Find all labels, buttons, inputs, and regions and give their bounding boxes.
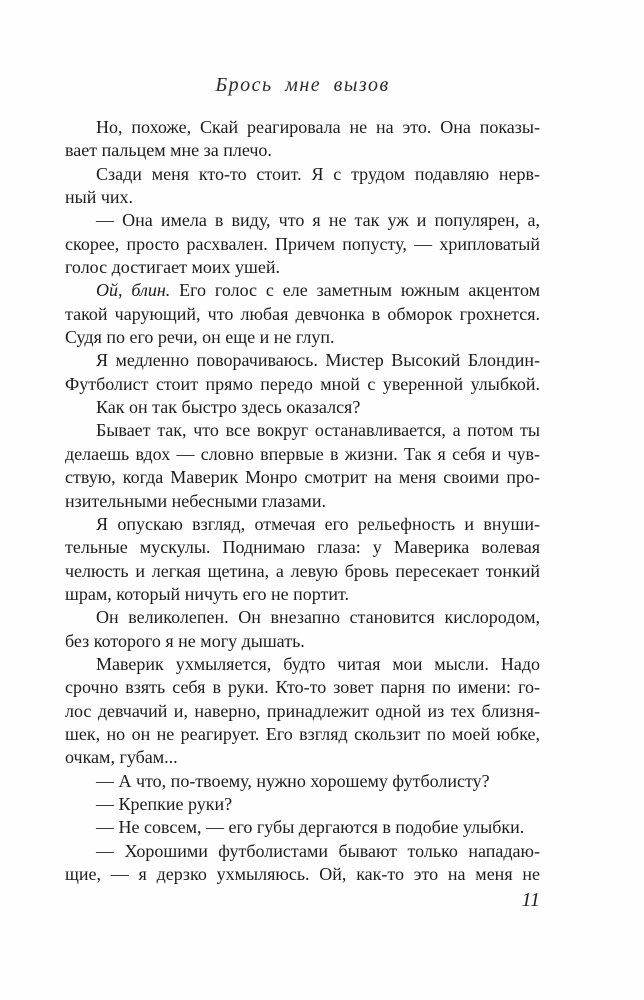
- text-line: Сзади меня кто-то стоит. Я с трудом подавляю нерв-: [96, 163, 540, 184]
- text-line: — Она имела в виду, что я не так уж и популярен, а,: [96, 210, 540, 231]
- text-line: щие, — я дерзко ухмыляюсь. Ой, как-то это на меня не: [65, 864, 540, 884]
- text-line: нзительными небесными глазами.: [65, 490, 326, 511]
- page-number: 11: [521, 889, 540, 911]
- text-line: челюсть и легкая щетина, а левую бровь пересекает тонкий: [65, 560, 540, 581]
- text-line: шрам, который ничуть его не портит.: [65, 583, 350, 604]
- text-line: шек, но он не реагирует. Его взгляд скользит по моей юбке,: [65, 723, 540, 744]
- text-line: Но, похоже, Скай реагировала не на это. Она показы-: [96, 117, 540, 137]
- text-line: тельные мускулы. Поднимаю глаза: у Маверика волевая: [65, 537, 540, 558]
- text-line: — Хорошими футболистами бывают только нападаю-: [96, 840, 540, 861]
- text-line: Футболист стоит прямо передо мной с уверенной улыбкой.: [65, 373, 540, 394]
- text-line: ствую, когда Маверик Монро смотрит на меня своими про-: [65, 467, 540, 488]
- text-line: срочно взять себя в руки. Кто-то зовет парня по имени: го-: [65, 677, 540, 698]
- text-line: — Крепкие руки?: [96, 793, 233, 814]
- text-line: скорее, просто расхвален. Причем попусту, — хрипловатый: [65, 233, 540, 254]
- text-line: ный чих.: [65, 187, 134, 208]
- running-header: Брось мне вызов: [215, 74, 390, 96]
- text-line: Я опускаю взгляд, отмечая его рельефность и внуши-: [96, 513, 540, 534]
- body-text: [65, 116, 540, 886]
- italic-phrase: Ой, блин.: [96, 280, 171, 301]
- text-line: вает пальцем мне за плечо.: [65, 140, 272, 161]
- text-line: — Не совсем, — его губы дергаются в подобие улыбки.: [96, 817, 525, 838]
- text-line: Ой, блин. Его голос с еле заметным южным акцентом: [96, 280, 540, 301]
- text-line: делаешь вдох — словно впервые в жизни. Так я себя и чув-: [65, 443, 540, 464]
- text-line: Я медленно поворачиваюсь. Мистер Высокий Блондин-: [96, 350, 540, 371]
- text-line: без которого я не могу дышать.: [65, 630, 305, 651]
- text-line: такой чарующий, что любая девчонка в обморок грохнется.: [65, 303, 540, 324]
- text-line: Маверик ухмыляется, будто читая мои мысли. Надо: [96, 653, 540, 674]
- text-line: лос девчачий и, наверно, принадлежит одной из тех близня-: [65, 700, 540, 721]
- text-line: Бывает так, что все вокруг останавливается, а потом ты: [96, 420, 540, 441]
- text-line: Судя по его речи, он еще и не глуп.: [65, 327, 335, 348]
- text-line: очкам, губам...: [65, 747, 178, 768]
- text-line: — А что, по-твоему, нужно хорошему футболисту?: [96, 770, 490, 791]
- text-line: Он великолепен. Он внезапно становится кислородом,: [96, 607, 540, 628]
- text-line: Как он так быстро здесь оказался?: [96, 397, 361, 418]
- text-line: голос достигает моих ушей.: [65, 257, 280, 278]
